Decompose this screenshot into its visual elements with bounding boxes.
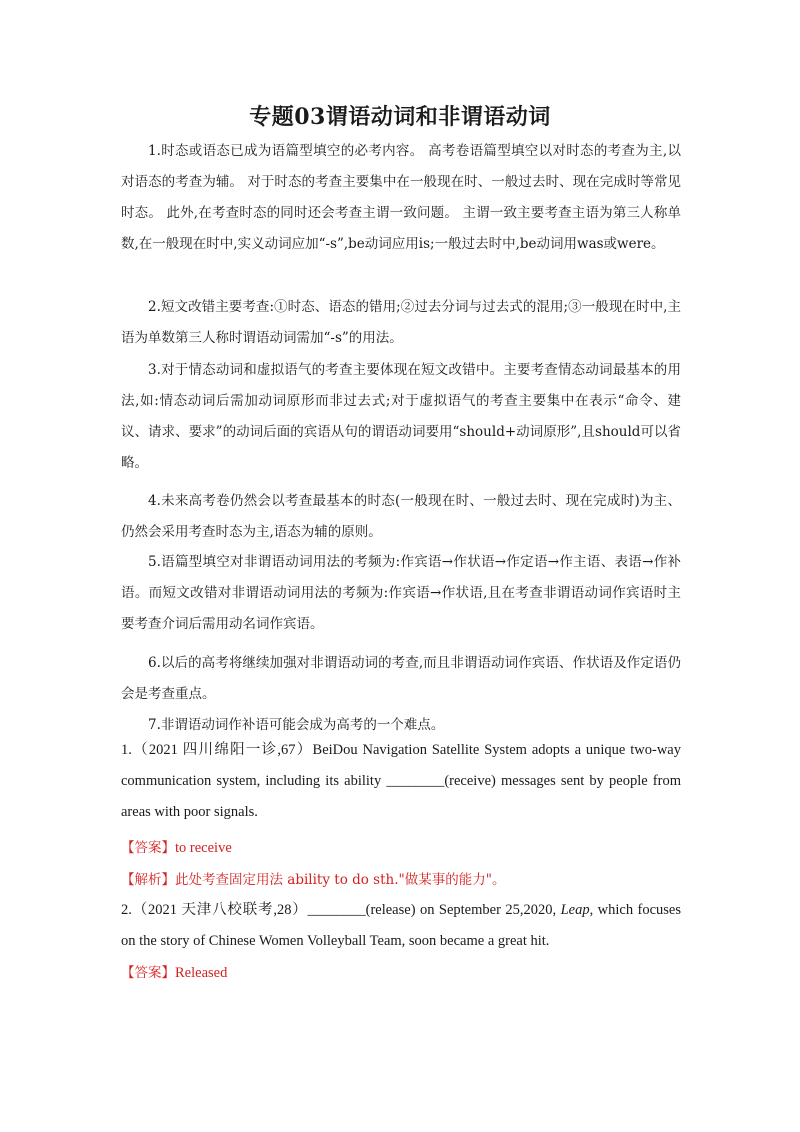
- paragraph-4: 4.未来高考卷仍然会以考查最基本的时态(一般现在时、一般过去时、现在完成时)为主、仍然会采用考查时态为主,语态为辅的原则。: [121, 493, 681, 540]
- answer-label: 【答案】: [121, 965, 175, 981]
- analysis-1: [121, 868, 681, 892]
- question-2: [121, 895, 681, 957]
- answer-2: [121, 961, 681, 985]
- question-2-italic: Leap: [560, 902, 590, 918]
- question-2-prefix: 2.（2021 天津八校联考,28）________(release) on September 25,2020,: [121, 902, 561, 918]
- answer-value: to receive: [175, 840, 232, 856]
- question-2-suffix: , which focuses on the story of Chinese Women Volleyball Team, soon became a great hit.: [121, 902, 681, 949]
- analysis-label: 【解析】: [121, 872, 175, 888]
- question-1: 1.（2021 四川绵阳一诊,67）BeiDou Navigation Satellite System adopts a unique two-way communication system, including its ability ________(receive) messages sent by people from areas with poor signals.: [121, 742, 681, 820]
- analysis-text: 此处考查固定用法 ability to do sth."做某事的能力"。: [175, 872, 506, 888]
- answer-label: 【答案】: [121, 840, 175, 856]
- paragraph-3: 3.对于情态动词和虚拟语气的考查主要体现在短文改错中。主要考查情态动词最基本的用法,如:情态动词后需加动词原形而非过去式;对于虚拟语气的考查主要集中在表示“命令、建议、请求、要求”的动词后面的宾语从句的谓语动词要用“should+动词原形”,且should可以省略。: [121, 362, 681, 471]
- paragraph-5: 5.语篇型填空对非谓语动词用法的考频为:作宾语→作状语→作定语→作主语、表语→作补语。而短文改错对非谓语动词用法的考频为:作宾语→作状语,且在考查非谓语动词作宾语时主要考查介词后需用动名词作宾语。: [121, 554, 681, 632]
- paragraph-1: 1.时态或语态已成为语篇型填空的必考内容。 高考卷语篇型填空以对时态的考查为主,以对语态的考查为辅。 对于时态的考查主要集中在一般现在时、一般过去时、现在完成时等常见时态。 此外,在考查时态的同时还会考查主谓一致问题。 主谓一致主要考查主语为第三人称单数,在一般现在时中,实义动词应加“-s”,be动词应用is;一般过去时中,be动词用was或were。: [121, 143, 681, 252]
- page-title: 专题03谓语动词和非谓语动词: [249, 104, 551, 130]
- answer-1: [121, 836, 681, 860]
- answer-value: Released: [175, 965, 228, 981]
- paragraph-2: 2.短文改错主要考查:①时态、语态的错用;②过去分词与过去式的混用;③一般现在时中,主语为单数第三人称时谓语动词需加“-s”的用法。: [121, 299, 681, 346]
- paragraph-7: 7.非谓语动词作补语可能会成为高考的一个难点。: [148, 717, 445, 733]
- paragraph-6: 6.以后的高考将继续加强对非谓语动词的考查,而且非谓语动词作宾语、作状语及作定语仍会是考查重点。: [121, 655, 681, 702]
